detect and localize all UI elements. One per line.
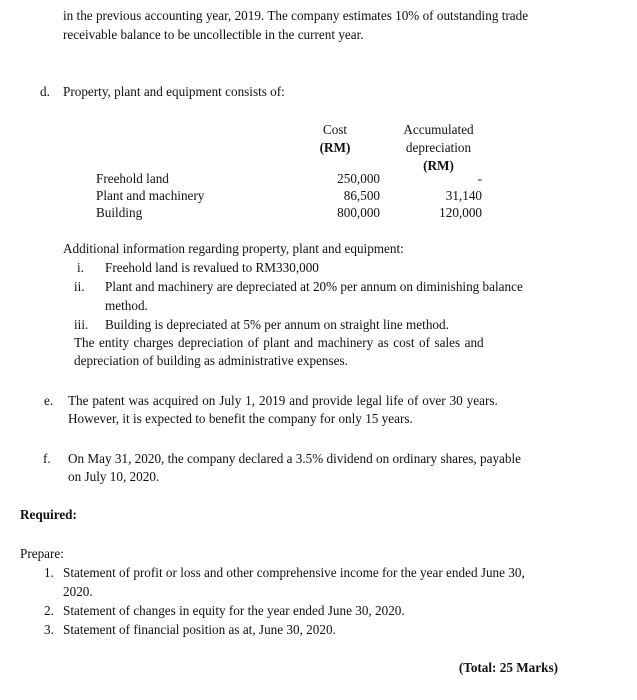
item-ii-cont: method.: [105, 298, 148, 313]
header-cost: Cost (RM): [319, 122, 351, 155]
section-e-line-2: However, it is expected to benefit the company for only 15 years.: [68, 411, 413, 426]
row-plant-machinery-accum: 31,140: [445, 188, 482, 203]
row-building-accum: 120,000: [439, 205, 482, 220]
item-ii-text: Plant and machinery are depreciated at 20% per annum on diminishing balance: [105, 279, 523, 294]
row-freehold-land-cost: 250,000: [337, 171, 380, 186]
prepare-item-2-num: 2.: [44, 603, 54, 618]
intro-line-1: in the previous accounting year, 2019. The company estimates 10% of outstanding trade: [63, 8, 529, 23]
section-e-label: e.: [44, 393, 54, 408]
charge-line-1: The entity charges depreciation of plant and machinery as cost of sales and: [74, 335, 484, 350]
section-f-label: f.: [43, 451, 51, 466]
prepare-label: Prepare:: [20, 546, 64, 561]
total-marks: (Total: 25 Marks): [458, 660, 558, 675]
section-f-line-2: on July 10, 2020.: [68, 469, 160, 484]
section-e-line-1: The patent was acquired on July 1, 2019 and provide legal life of over 30 years.: [68, 393, 498, 408]
prepare-item-1-text: Statement of profit or loss and other comprehensive income for the year ended June 30,: [63, 565, 525, 580]
row-plant-machinery-item: Plant and machinery: [96, 188, 205, 203]
required-heading: Required:: [20, 507, 77, 522]
row-building-item: Building: [96, 205, 143, 220]
prepare-item-1-cont: 2020.: [63, 584, 93, 599]
intro-line-2: receivable balance to be uncollectible in the current year.: [63, 27, 364, 42]
section-d-label: d.: [40, 84, 50, 99]
row-freehold-land-item: Freehold land: [96, 171, 169, 186]
additional-info-title: Additional information regarding property, plant and equipment:: [63, 241, 404, 256]
row-plant-machinery-cost: 86,500: [343, 188, 380, 203]
item-iii-text: Building is depreciated at 5% per annum on straight line method.: [105, 317, 449, 332]
row-freehold-land-accum: -: [477, 171, 482, 186]
prepare-item-1-num: 1.: [44, 565, 54, 580]
section-f-line-1: On May 31, 2020, the company declared a 3.5% dividend on ordinary shares, payable: [68, 451, 522, 466]
prepare-item-2-text: Statement of changes in equity for the year ended June 30, 2020.: [63, 603, 405, 618]
row-building-cost: 800,000: [337, 205, 380, 220]
item-iii-num: iii.: [74, 317, 89, 332]
section-d-title: Property, plant and equipment consists of:: [63, 84, 285, 99]
item-i-text: Freehold land is revalued to RM330,000: [105, 260, 319, 275]
charge-line-2: depreciation of building as administrative expenses.: [74, 353, 348, 368]
prepare-item-3-num: 3.: [44, 622, 54, 637]
item-i-num: i.: [77, 260, 84, 275]
header-accumulated-depreciation: Accumulated depreciation (RM): [403, 122, 474, 173]
item-ii-num: ii.: [74, 279, 85, 294]
prepare-item-3-text: Statement of financial position as at, June 30, 2020.: [63, 622, 336, 637]
